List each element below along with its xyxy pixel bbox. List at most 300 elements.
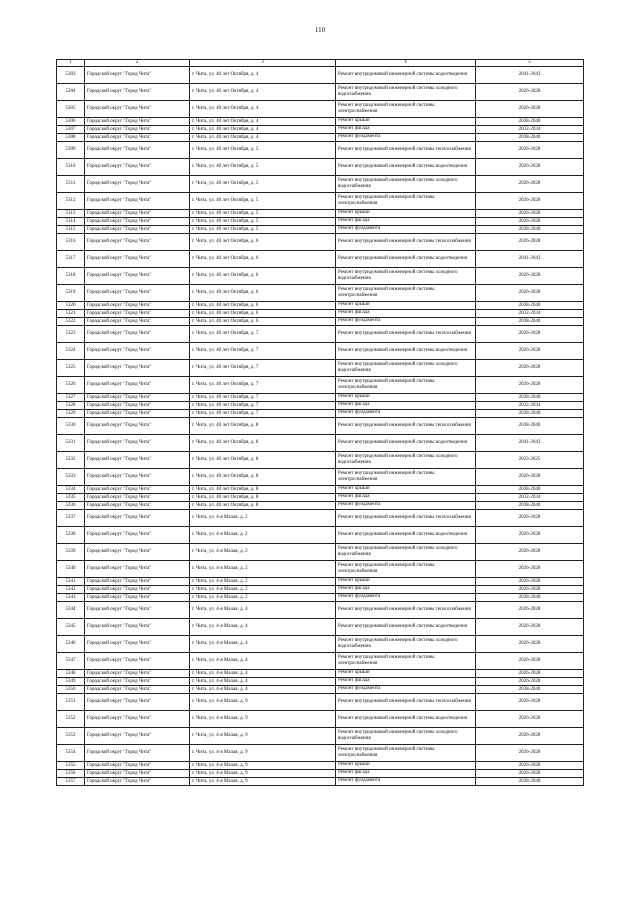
address-cell: г. Чита, ул. 4-я Малая, д. 9 xyxy=(190,770,336,778)
repair-schedule-table xyxy=(56,59,584,786)
period-cell: 2026-2028 xyxy=(476,343,584,360)
work-type-cell: Ремонт крыши xyxy=(336,578,476,586)
address-cell: г. Чита, ул. 4-я Малая, д. 2 xyxy=(190,527,336,544)
address-cell: г. Чита, ул. 40 лет Октября, д. 7 xyxy=(190,410,336,418)
table-row xyxy=(57,310,584,318)
work-type-cell: Ремонт фасада xyxy=(336,678,476,686)
row-number-cell: 5311 xyxy=(57,176,85,193)
municipality-cell: Городской округ "Город Чита" xyxy=(85,510,190,527)
row-number-cell: 5313 xyxy=(57,210,85,218)
period-cell: 2026-2028 xyxy=(476,218,584,226)
table-row xyxy=(57,118,584,126)
municipality-cell: Городской округ "Город Чита" xyxy=(85,578,190,586)
table-row xyxy=(57,678,584,686)
address-cell: г. Чита, ул. 40 лет Октября, д. 8 xyxy=(190,494,336,502)
row-number-cell: 5331 xyxy=(57,435,85,452)
table-row xyxy=(57,686,584,694)
period-cell: 2026-2028 xyxy=(476,527,584,544)
address-cell: г. Чита, ул. 40 лет Октября, д. 7 xyxy=(190,360,336,377)
table-row xyxy=(57,510,584,527)
work-type-cell: Ремонт внутридомовой инженерной системы теплоснабжения xyxy=(336,234,476,251)
period-cell: 2026-2028 xyxy=(476,762,584,770)
table-row xyxy=(57,745,584,762)
table-row xyxy=(57,326,584,343)
municipality-cell: Городской округ "Город Чита" xyxy=(85,544,190,561)
address-cell: г. Чита, ул. 40 лет Октября, д. 7 xyxy=(190,343,336,360)
address-cell: г. Чита, ул. 40 лет Октября, д. 7 xyxy=(190,402,336,410)
work-type-cell: Ремонт внутридомовой инженерной системы электроснабжения xyxy=(336,377,476,394)
municipality-cell: Городской округ "Город Чита" xyxy=(85,653,190,670)
municipality-cell: Городской округ "Город Чита" xyxy=(85,142,190,159)
municipality-cell: Городской округ "Город Чита" xyxy=(85,268,190,285)
work-type-cell: Ремонт внутридомовой инженерной системы электроснабжения xyxy=(336,285,476,302)
address-cell: г. Чита, ул. 40 лет Октября, д. 8 xyxy=(190,452,336,469)
row-number-cell: 5343 xyxy=(57,594,85,602)
address-cell: г. Чита, ул. 4-я Малая, д. 2 xyxy=(190,544,336,561)
address-cell: г. Чита, ул. 40 лет Октября, д. 8 xyxy=(190,418,336,435)
address-cell: г. Чита, ул. 4-я Малая, д. 9 xyxy=(190,728,336,745)
work-type-cell: Ремонт внутридомовой инженерной системы водоотведения xyxy=(336,251,476,268)
row-number-cell: 5316 xyxy=(57,234,85,251)
municipality-cell: Городской округ "Город Чита" xyxy=(85,226,190,234)
table-row xyxy=(57,142,584,159)
municipality-cell: Городской округ "Город Чита" xyxy=(85,218,190,226)
address-cell: г. Чита, ул. 40 лет Октября, д. 7 xyxy=(190,326,336,343)
period-cell: 2038-2040 xyxy=(476,302,584,310)
municipality-cell: Городской округ "Город Чита" xyxy=(85,770,190,778)
column-header-4: 4 xyxy=(336,60,476,67)
table-row xyxy=(57,636,584,653)
row-number-cell: 5312 xyxy=(57,193,85,210)
period-cell: 2038-2040 xyxy=(476,118,584,126)
table-row xyxy=(57,670,584,678)
row-number-cell: 5320 xyxy=(57,302,85,310)
work-type-cell: Ремонт внутридомовой инженерной системы теплоснабжения xyxy=(336,326,476,343)
table-row xyxy=(57,728,584,745)
municipality-cell: Городской округ "Город Чита" xyxy=(85,318,190,326)
row-number-cell: 5354 xyxy=(57,745,85,762)
address-cell: г. Чита, ул. 40 лет Октября, д. 6 xyxy=(190,251,336,268)
work-type-cell: Ремонт внутридомовой инженерной системы водоотведения xyxy=(336,527,476,544)
table-row xyxy=(57,84,584,101)
municipality-cell: Городской округ "Город Чита" xyxy=(85,402,190,410)
period-cell: 2026-2028 xyxy=(476,210,584,218)
work-type-cell: Ремонт фасада xyxy=(336,586,476,594)
municipality-cell: Городской округ "Город Чита" xyxy=(85,302,190,310)
address-cell: г. Чита, ул. 4-я Малая, д. 2 xyxy=(190,578,336,586)
row-number-cell: 5319 xyxy=(57,285,85,302)
row-number-cell: 5307 xyxy=(57,126,85,134)
period-cell: 2032-2034 xyxy=(476,402,584,410)
table-row xyxy=(57,343,584,360)
row-number-cell: 5357 xyxy=(57,778,85,786)
row-number-cell: 5324 xyxy=(57,343,85,360)
period-cell: 2038-2040 xyxy=(476,394,584,402)
municipality-cell: Городской округ "Город Чита" xyxy=(85,527,190,544)
period-cell: 2026-2028 xyxy=(476,544,584,561)
row-number-cell: 5310 xyxy=(57,159,85,176)
period-cell: 2041-2043 xyxy=(476,435,584,452)
row-number-cell: 5353 xyxy=(57,728,85,745)
period-cell: 2026-2028 xyxy=(476,561,584,578)
period-cell: 2026-2028 xyxy=(476,578,584,586)
address-cell: г. Чита, ул. 40 лет Октября, д. 6 xyxy=(190,318,336,326)
work-type-cell: Ремонт внутридомовой инженерной системы электроснабжения xyxy=(336,561,476,578)
municipality-cell: Городской округ "Город Чита" xyxy=(85,326,190,343)
address-cell: г. Чита, ул. 4-я Малая, д. 4 xyxy=(190,619,336,636)
period-cell: 2026-2028 xyxy=(476,469,584,486)
work-type-cell: Ремонт внутридомовой инженерной системы теплоснабжения xyxy=(336,694,476,711)
work-type-cell: Ремонт фасада xyxy=(336,402,476,410)
address-cell: г. Чита, ул. 4-я Малая, д. 4 xyxy=(190,636,336,653)
table-row xyxy=(57,285,584,302)
address-cell: г. Чита, ул. 4-я Малая, д. 9 xyxy=(190,745,336,762)
municipality-cell: Городской округ "Город Чита" xyxy=(85,494,190,502)
period-cell: 2026-2028 xyxy=(476,653,584,670)
work-type-cell: Ремонт фундамента xyxy=(336,594,476,602)
municipality-cell: Городской округ "Город Чита" xyxy=(85,636,190,653)
address-cell: г. Чита, ул. 40 лет Октября, д. 6 xyxy=(190,268,336,285)
period-cell: 2026-2028 xyxy=(476,670,584,678)
table-row xyxy=(57,402,584,410)
row-number-cell: 5318 xyxy=(57,268,85,285)
period-cell: 2026-2028 xyxy=(476,510,584,527)
municipality-cell: Городской округ "Город Чита" xyxy=(85,234,190,251)
table-row xyxy=(57,778,584,786)
municipality-cell: Городской округ "Город Чита" xyxy=(85,343,190,360)
municipality-cell: Городской округ "Город Чита" xyxy=(85,251,190,268)
work-type-cell: Ремонт фасада xyxy=(336,126,476,134)
address-cell: г. Чита, ул. 40 лет Октября, д. 4 xyxy=(190,126,336,134)
period-cell: 2038-2040 xyxy=(476,134,584,142)
address-cell: г. Чита, ул. 40 лет Октября, д. 7 xyxy=(190,394,336,402)
municipality-cell: Городской округ "Город Чита" xyxy=(85,469,190,486)
work-type-cell: Ремонт крыши xyxy=(336,394,476,402)
period-cell: 2026-2028 xyxy=(476,636,584,653)
municipality-cell: Городской округ "Город Чита" xyxy=(85,101,190,118)
row-number-cell: 5303 xyxy=(57,67,85,84)
column-header-3: 3 xyxy=(190,60,336,67)
row-number-cell: 5332 xyxy=(57,452,85,469)
table-row xyxy=(57,561,584,578)
municipality-cell: Городской округ "Город Чита" xyxy=(85,502,190,510)
row-number-cell: 5315 xyxy=(57,226,85,234)
period-cell: 2026-2028 xyxy=(476,326,584,343)
row-number-cell: 5330 xyxy=(57,418,85,435)
table-row xyxy=(57,694,584,711)
table-row xyxy=(57,762,584,770)
address-cell: г. Чита, ул. 40 лет Октября, д. 6 xyxy=(190,302,336,310)
work-type-cell: Ремонт фундамента xyxy=(336,686,476,694)
table-row xyxy=(57,711,584,728)
column-header-5: 5 xyxy=(476,60,584,67)
period-cell: 2032-2034 xyxy=(476,494,584,502)
municipality-cell: Городской округ "Город Чита" xyxy=(85,418,190,435)
row-number-cell: 5304 xyxy=(57,84,85,101)
municipality-cell: Городской округ "Город Чита" xyxy=(85,285,190,302)
work-type-cell: Ремонт внутридомовой инженерной системы теплоснабжения xyxy=(336,510,476,527)
period-cell: 2026-2028 xyxy=(476,745,584,762)
work-type-cell: Ремонт внутридомовой инженерной системы холодного водоснабжения xyxy=(336,728,476,745)
table-row xyxy=(57,435,584,452)
table-row xyxy=(57,544,584,561)
municipality-cell: Городской округ "Город Чита" xyxy=(85,745,190,762)
address-cell: г. Чита, ул. 4-я Малая, д. 4 xyxy=(190,602,336,619)
work-type-cell: Ремонт фасада xyxy=(336,770,476,778)
work-type-cell: Ремонт внутридомовой инженерной системы холодного водоснабжения xyxy=(336,84,476,101)
period-cell: 2026-2028 xyxy=(476,142,584,159)
work-type-cell: Ремонт крыши xyxy=(336,762,476,770)
period-cell: 2038-2040 xyxy=(476,778,584,786)
municipality-cell: Городской округ "Город Чита" xyxy=(85,134,190,142)
table-row xyxy=(57,418,584,435)
row-number-cell: 5337 xyxy=(57,510,85,527)
table-row xyxy=(57,318,584,326)
work-type-cell: Ремонт крыши xyxy=(336,118,476,126)
table-row xyxy=(57,210,584,218)
municipality-cell: Городской округ "Город Чита" xyxy=(85,394,190,402)
address-cell: г. Чита, ул. 40 лет Октября, д. 5 xyxy=(190,142,336,159)
table-row xyxy=(57,226,584,234)
row-number-cell: 5333 xyxy=(57,469,85,486)
table-row xyxy=(57,394,584,402)
municipality-cell: Городской округ "Город Чита" xyxy=(85,670,190,678)
period-cell: 2026-2028 xyxy=(476,678,584,686)
table-row xyxy=(57,67,584,84)
table-body xyxy=(57,67,584,786)
table-row xyxy=(57,619,584,636)
row-number-cell: 5341 xyxy=(57,578,85,586)
period-cell: 2038-2040 xyxy=(476,486,584,494)
municipality-cell: Городской округ "Город Чита" xyxy=(85,118,190,126)
period-cell: 2026-2028 xyxy=(476,770,584,778)
address-cell: г. Чита, ул. 4-я Малая, д. 4 xyxy=(190,653,336,670)
municipality-cell: Городской округ "Город Чита" xyxy=(85,678,190,686)
address-cell: г. Чита, ул. 40 лет Октября, д. 8 xyxy=(190,435,336,452)
address-cell: г. Чита, ул. 4-я Малая, д. 4 xyxy=(190,686,336,694)
municipality-cell: Городской округ "Город Чита" xyxy=(85,694,190,711)
column-header-2: 2 xyxy=(85,60,190,67)
municipality-cell: Городской округ "Город Чита" xyxy=(85,686,190,694)
work-type-cell: Ремонт внутридомовой инженерной системы теплоснабжения xyxy=(336,418,476,435)
table-row xyxy=(57,494,584,502)
municipality-cell: Городской округ "Город Чита" xyxy=(85,594,190,602)
address-cell: г. Чита, ул. 4-я Малая, д. 2 xyxy=(190,561,336,578)
address-cell: г. Чита, ул. 40 лет Октября, д. 4 xyxy=(190,118,336,126)
table-row xyxy=(57,653,584,670)
row-number-cell: 5306 xyxy=(57,118,85,126)
period-cell: 2038-2040 xyxy=(476,686,584,694)
work-type-cell: Ремонт внутридомовой инженерной системы водоотведения xyxy=(336,435,476,452)
municipality-cell: Городской округ "Город Чита" xyxy=(85,561,190,578)
period-cell: 2038-2040 xyxy=(476,318,584,326)
row-number-cell: 5349 xyxy=(57,678,85,686)
municipality-cell: Городской округ "Город Чита" xyxy=(85,176,190,193)
work-type-cell: Ремонт внутридомовой инженерной системы холодного водоснабжения xyxy=(336,176,476,193)
period-cell: 2026-2028 xyxy=(476,101,584,118)
table-row xyxy=(57,770,584,778)
period-cell: 2038-2040 xyxy=(476,502,584,510)
address-cell: г. Чита, ул. 40 лет Октября, д. 8 xyxy=(190,486,336,494)
work-type-cell: Ремонт внутридомовой инженерной системы водоотведения xyxy=(336,711,476,728)
address-cell: г. Чита, ул. 4-я Малая, д. 4 xyxy=(190,670,336,678)
table-row xyxy=(57,469,584,486)
column-header-1: 1 xyxy=(57,60,85,67)
municipality-cell: Городской округ "Город Чита" xyxy=(85,452,190,469)
work-type-cell: Ремонт внутридомовой инженерной системы водоотведения xyxy=(336,343,476,360)
row-number-cell: 5308 xyxy=(57,134,85,142)
address-cell: г. Чита, ул. 40 лет Октября, д. 5 xyxy=(190,226,336,234)
period-cell: 2041-2043 xyxy=(476,251,584,268)
work-type-cell: Ремонт фундамента xyxy=(336,778,476,786)
municipality-cell: Городской округ "Город Чита" xyxy=(85,84,190,101)
period-cell: 2026-2028 xyxy=(476,159,584,176)
municipality-cell: Городской округ "Город Чита" xyxy=(85,711,190,728)
period-cell: 2026-2028 xyxy=(476,193,584,210)
municipality-cell: Городской округ "Город Чита" xyxy=(85,159,190,176)
row-number-cell: 5355 xyxy=(57,762,85,770)
municipality-cell: Городской округ "Город Чита" xyxy=(85,778,190,786)
work-type-cell: Ремонт фундамента xyxy=(336,134,476,142)
table-row xyxy=(57,268,584,285)
work-type-cell: Ремонт крыши xyxy=(336,302,476,310)
work-type-cell: Ремонт внутридомовой инженерной системы электроснабжения xyxy=(336,469,476,486)
period-cell: 2026-2028 xyxy=(476,285,584,302)
row-number-cell: 5317 xyxy=(57,251,85,268)
work-type-cell: Ремонт фундамента xyxy=(336,318,476,326)
period-cell: 2026-2028 xyxy=(476,360,584,377)
row-number-cell: 5322 xyxy=(57,318,85,326)
address-cell: г. Чита, ул. 40 лет Октября, д. 5 xyxy=(190,218,336,226)
table-header-row xyxy=(57,60,584,67)
table-row xyxy=(57,302,584,310)
table-row xyxy=(57,234,584,251)
period-cell: 2038-2040 xyxy=(476,594,584,602)
work-type-cell: Ремонт крыши xyxy=(336,210,476,218)
row-number-cell: 5338 xyxy=(57,527,85,544)
table-row xyxy=(57,578,584,586)
work-type-cell: Ремонт крыши xyxy=(336,670,476,678)
table-row xyxy=(57,159,584,176)
row-number-cell: 5321 xyxy=(57,310,85,318)
address-cell: г. Чита, ул. 4-я Малая, д. 2 xyxy=(190,510,336,527)
address-cell: г. Чита, ул. 40 лет Октября, д. 8 xyxy=(190,502,336,510)
work-type-cell: Ремонт фасада xyxy=(336,310,476,318)
municipality-cell: Городской округ "Город Чита" xyxy=(85,619,190,636)
work-type-cell: Ремонт фасада xyxy=(336,494,476,502)
municipality-cell: Городской округ "Город Чита" xyxy=(85,360,190,377)
address-cell: г. Чита, ул. 40 лет Октября, д. 5 xyxy=(190,176,336,193)
address-cell: г. Чита, ул. 4-я Малая, д. 4 xyxy=(190,678,336,686)
table-row xyxy=(57,486,584,494)
address-cell: г. Чита, ул. 40 лет Октября, д. 6 xyxy=(190,234,336,251)
municipality-cell: Городской округ "Город Чита" xyxy=(85,486,190,494)
period-cell: 2032-2034 xyxy=(476,310,584,318)
table-row xyxy=(57,101,584,118)
period-cell: 2032-2034 xyxy=(476,126,584,134)
period-cell: 2026-2028 xyxy=(476,619,584,636)
table-row xyxy=(57,126,584,134)
table-row xyxy=(57,251,584,268)
row-number-cell: 5305 xyxy=(57,101,85,118)
table-row xyxy=(57,527,584,544)
row-number-cell: 5336 xyxy=(57,502,85,510)
work-type-cell: Ремонт внутридомовой инженерной системы холодного водоснабжения xyxy=(336,544,476,561)
table-row xyxy=(57,134,584,142)
period-cell: 2038-2040 xyxy=(476,226,584,234)
address-cell: г. Чита, ул. 4-я Малая, д. 2 xyxy=(190,594,336,602)
municipality-cell: Городской округ "Город Чита" xyxy=(85,728,190,745)
period-cell: 2026-2028 xyxy=(476,268,584,285)
work-type-cell: Ремонт внутридомовой инженерной системы водоотведения xyxy=(336,159,476,176)
work-type-cell: Ремонт фасада xyxy=(336,218,476,226)
period-cell: 2026-2028 xyxy=(476,377,584,394)
address-cell: г. Чита, ул. 4-я Малая, д. 9 xyxy=(190,711,336,728)
table-row xyxy=(57,502,584,510)
table-row xyxy=(57,193,584,210)
address-cell: г. Чита, ул. 40 лет Октября, д. 4 xyxy=(190,84,336,101)
table-row xyxy=(57,176,584,193)
row-number-cell: 5339 xyxy=(57,544,85,561)
work-type-cell: Ремонт внутридомовой инженерной системы холодного водоснабжения xyxy=(336,268,476,285)
municipality-cell: Городской округ "Город Чита" xyxy=(85,126,190,134)
table-row xyxy=(57,586,584,594)
address-cell: г. Чита, ул. 40 лет Октября, д. 5 xyxy=(190,210,336,218)
period-cell: 2026-2028 xyxy=(476,234,584,251)
address-cell: г. Чита, ул. 4-я Малая, д. 2 xyxy=(190,586,336,594)
row-number-cell: 5325 xyxy=(57,360,85,377)
address-cell: г. Чита, ул. 40 лет Октября, д. 4 xyxy=(190,101,336,118)
row-number-cell: 5351 xyxy=(57,694,85,711)
work-type-cell: Ремонт внутридомовой инженерной системы холодного водоснабжения xyxy=(336,452,476,469)
row-number-cell: 5344 xyxy=(57,602,85,619)
page-number: 110 xyxy=(314,26,326,34)
row-number-cell: 5329 xyxy=(57,410,85,418)
municipality-cell: Городской округ "Город Чита" xyxy=(85,377,190,394)
address-cell: г. Чита, ул. 4-я Малая, д. 9 xyxy=(190,762,336,770)
address-cell: г. Чита, ул. 4-я Малая, д. 9 xyxy=(190,694,336,711)
municipality-cell: Городской округ "Город Чита" xyxy=(85,410,190,418)
row-number-cell: 5342 xyxy=(57,586,85,594)
period-cell: 2026-2028 xyxy=(476,711,584,728)
period-cell: 2023-2025 xyxy=(476,452,584,469)
work-type-cell: Ремонт внутридомовой инженерной системы теплоснабжения xyxy=(336,602,476,619)
municipality-cell: Городской округ "Город Чита" xyxy=(85,310,190,318)
work-type-cell: Ремонт внутридомовой инженерной системы теплоснабжения xyxy=(336,142,476,159)
row-number-cell: 5309 xyxy=(57,142,85,159)
row-number-cell: 5356 xyxy=(57,770,85,778)
row-number-cell: 5326 xyxy=(57,377,85,394)
work-type-cell: Ремонт крыши xyxy=(336,486,476,494)
period-cell: 2026-2028 xyxy=(476,586,584,594)
address-cell: г. Чита, ул. 40 лет Октября, д. 6 xyxy=(190,285,336,302)
row-number-cell: 5340 xyxy=(57,561,85,578)
work-type-cell: Ремонт внутридомовой инженерной системы электроснабжения xyxy=(336,101,476,118)
row-number-cell: 5350 xyxy=(57,686,85,694)
address-cell: г. Чита, ул. 4-я Малая, д. 9 xyxy=(190,778,336,786)
work-type-cell: Ремонт фундамента xyxy=(336,502,476,510)
table-row xyxy=(57,594,584,602)
work-type-cell: Ремонт внутридомовой инженерной системы холодного водоснабжения xyxy=(336,636,476,653)
row-number-cell: 5335 xyxy=(57,494,85,502)
row-number-cell: 5327 xyxy=(57,394,85,402)
work-type-cell: Ремонт внутридомовой инженерной системы электроснабжения xyxy=(336,745,476,762)
work-type-cell: Ремонт внутридомовой инженерной системы электроснабжения xyxy=(336,653,476,670)
address-cell: г. Чита, ул. 40 лет Октября, д. 5 xyxy=(190,159,336,176)
period-cell: 2026-2028 xyxy=(476,694,584,711)
period-cell: 2038-2040 xyxy=(476,410,584,418)
period-cell: 2041-2043 xyxy=(476,67,584,84)
